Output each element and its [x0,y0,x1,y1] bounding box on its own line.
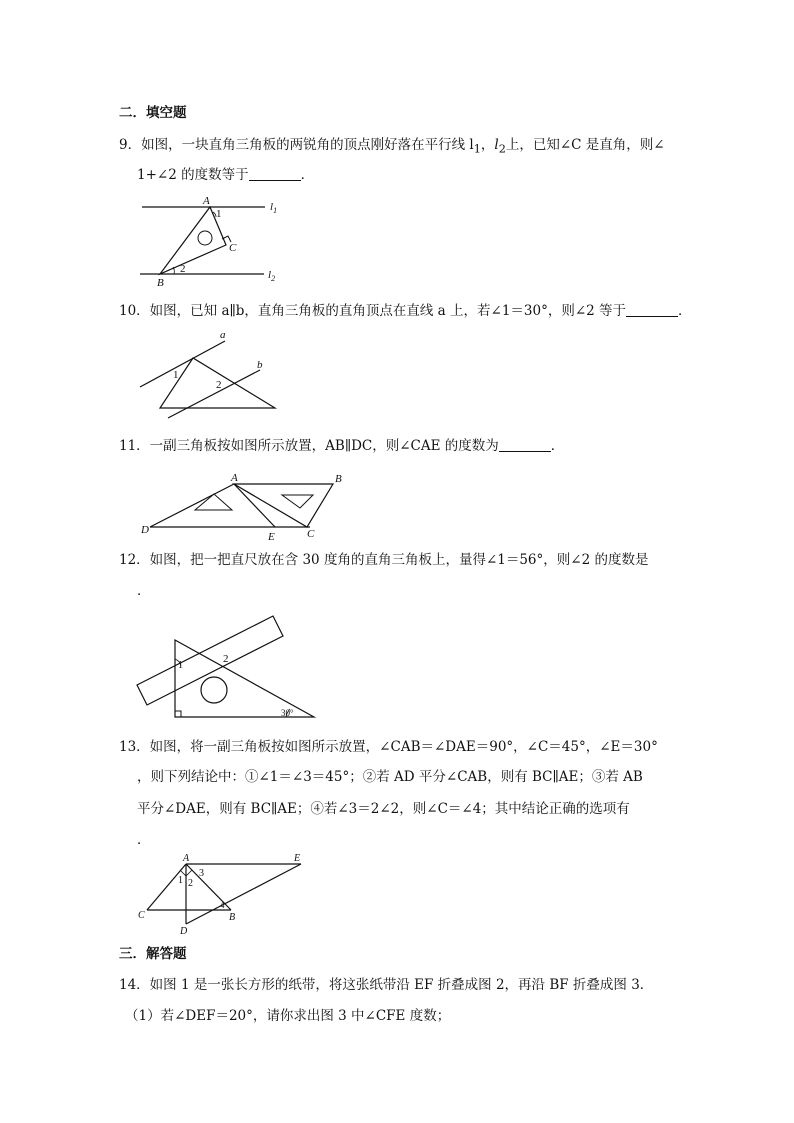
q9-mid: ， [480,137,495,153]
q13-label-2: 2 [188,878,193,889]
question-13-line-4: ． [137,832,151,848]
q9-sub1: 1 [473,142,481,156]
q13-label-4: 4 [220,900,225,910]
q9-l1-letter: l [270,201,274,213]
q11-label-A: A [231,472,238,484]
q9-text: 9．如图，一块直角三角板的两锐角的顶点刚好落在平行线 l [119,137,474,153]
question-12-line-1: 12．如图，把一把直尺放在含 30 度角的直角三角板上，量得∠1＝56°，则∠2 的度数是 [119,552,649,568]
q9-l2: l [494,137,499,153]
q9-l2-letter: l [268,269,272,281]
q9-label-2: 2 [180,263,186,275]
section-title-solutions: 三．解答题 [119,946,187,962]
q10-text: 10．如图，已知 a∥b，直角三角板的直角顶点在直线 a 上，若∠1＝30°，则∠2 等于 [119,303,627,319]
q10-label-1: 1 [173,369,179,381]
q9-label-1: 1 [216,208,222,220]
q11-label-C: C [307,528,315,540]
section-title-fill-in: 二．填空题 [119,105,187,121]
q11-label-B: B [335,473,342,485]
q12-label-2: 2 [223,653,229,665]
q9-label-B: B [157,277,164,289]
q9-text-end: 上，已知∠C 是直角，则∠ [505,137,665,153]
q10-label-2: 2 [216,379,222,391]
q12-label-1: 1 [178,660,183,671]
q11-label-E: E [268,531,275,543]
question-13-line-3: 平分∠DAE，则有 BC∥AE；④若∠3＝2∠2，则∠C＝∠4；其中结论正确的选项有 [137,801,630,817]
question-13-line-2: ，则下列结论中：①∠1＝∠3＝45°；②若 AD 平分∠CAB，则有 BC∥AE；③若 AB [137,769,643,785]
q10-label-a: a [220,329,226,341]
question-12-line-2: ． [137,583,151,599]
q10-end: ． [678,303,692,319]
question-13-line-1: 13．如图，将一副三角板按如图所示放置，∠CAB＝∠DAE＝90°，∠C＝45°，∠E＝30° [119,739,658,755]
q11-end: ． [550,438,565,454]
question-14-line-1: 14．如图 1 是一张长方形的纸带，将这张纸带沿 EF 折叠成图 2，再沿 BF 折叠成图 3． [119,977,654,993]
q13-label-C: C [138,910,145,921]
q13-label-A: A [183,853,190,864]
q11-label-D: D [141,524,149,536]
q9-text-2: 1+∠2 的度数等于 [137,167,249,183]
q13-label-E: E [294,853,301,864]
question-14-part-1: （1）若∠DEF＝20°，请你求出图 3 中∠CFE 度数； [125,1008,451,1024]
q9-label-A: A [203,195,210,207]
q9-l2-sub: 2 [271,274,276,283]
q9-sub2: 2 [498,142,506,156]
q13-label-3: 3 [199,868,204,879]
q9-end: ． [300,167,315,183]
q13-label-B: B [229,912,236,923]
q9-label-C: C [229,242,237,254]
q13-label-1: 1 [178,875,183,886]
q9-l1-sub: 1 [273,206,278,215]
q11-text: 11．一副三角板按如图所示放置，AB∥DC，则∠CAE 的度数为 [119,438,499,454]
q10-label-b: b [257,359,263,371]
q12-label-30: 30° [281,708,294,718]
q13-label-D: D [180,926,188,937]
